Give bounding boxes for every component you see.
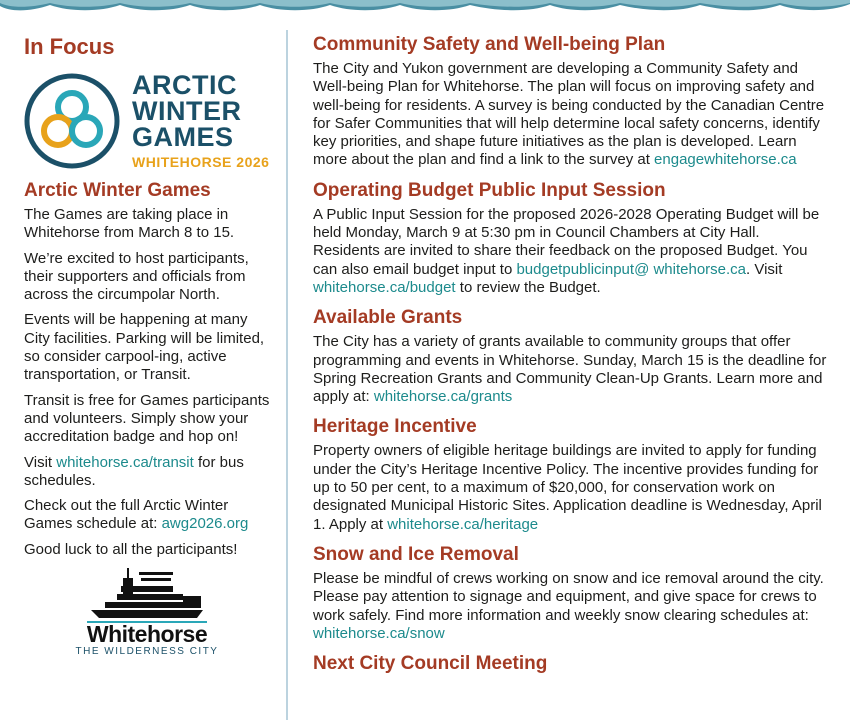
awg-paragraph-5	[24, 454, 270, 491]
awg-wordmark	[132, 72, 269, 170]
heritage-link[interactable]: whitehorse.ca/heritage	[387, 515, 539, 533]
awg-paragraph-1: The Games are taking place in Whitehorse from March 8 to 15.	[24, 206, 235, 242]
snow-removal-text	[313, 570, 828, 643]
safety-plan-body: The City and Yukon government are developing a Community Safety and Well-being Plan for Whitehorse. The plan will focus on improving safety and well-being for residents. A survey is being conducted by the Canadian Centre for Safer Communities that will help determine local safety concerns, identify key priorities, and shape future initiatives as the plan is developed. Learn more about the plan and find a link to the survey at	[313, 60, 825, 169]
section-available-grants	[313, 307, 828, 406]
budget-page-link[interactable]: whitehorse.ca/budget	[313, 278, 456, 296]
grants-link[interactable]: whitehorse.ca/grants	[373, 388, 513, 406]
section-safety-plan	[313, 34, 828, 170]
snow-removal-body: Please be mindful of crews working on snow and ice removal around the city. Please pay attention to signage and equipment, and give space for crews to work safely. Find more information and weekly snow clearing schedules at:	[313, 569, 824, 624]
operating-budget-title: Operating Budget Public Input Session	[313, 179, 666, 201]
heritage-incentive-body: Property owners of eligible heritage buildings are invited to apply for funding under the City’s Heritage Incentive Policy. The incentive provides funding for up to 50 per cent, to a maximum of $20,000, for conservation work on designated Municipal Historic Sites. Application deadline is Wednesday, April 1. Apply at	[313, 442, 822, 533]
safety-plan-text	[313, 60, 828, 170]
section-snow-removal	[313, 544, 828, 643]
engagewhitehorse-link[interactable]: engagewhitehorse.ca	[654, 151, 797, 169]
transit-link[interactable]: whitehorse.ca/transit	[56, 453, 194, 471]
sternwheeler-icon	[87, 566, 207, 624]
awg-p6-pre: Check out the full Arctic Winter Games schedule at:	[24, 497, 229, 533]
arctic-winter-games-title: Arctic Winter Games	[24, 180, 211, 201]
in-focus-column	[24, 34, 270, 658]
available-grants-text	[313, 333, 828, 406]
awg-line-1: ARCTIC	[132, 70, 237, 100]
whitehorse-wordmark: Whitehorse	[86, 621, 208, 648]
whitehorse-tagline: THE WILDERNESS CITY	[75, 646, 219, 658]
awg-year: 2026	[236, 154, 270, 170]
section-council-meeting	[313, 653, 828, 675]
awg-paragraph-3: Events will be happening at many City facilities. Parking will be limited, so consider carpool-ing, active transportation, or Transit.	[24, 311, 265, 384]
operating-budget-mid: . Visit	[746, 260, 783, 278]
available-grants-title: Available Grants	[313, 307, 463, 329]
snow-removal-title: Snow and Ice Removal	[313, 543, 519, 565]
awg-paragraph-4: Transit is free for Games participants and volunteers. Simply show your accreditation badge and hop on!	[24, 391, 270, 446]
awg-rings-icon	[24, 73, 120, 169]
operating-budget-text	[313, 206, 828, 297]
awg-paragraph-7: Good luck to all the participants!	[24, 540, 238, 558]
awg-line-2: WINTER	[132, 96, 242, 126]
safety-plan-title: Community Safety and Well-being Plan	[313, 34, 666, 55]
awg-paragraph-6	[24, 497, 270, 534]
awg-line-3: GAMES	[132, 122, 234, 152]
snow-link[interactable]: whitehorse.ca/snow	[313, 624, 445, 642]
operating-budget-body: A Public Input Session for the proposed 2026-2028 Operating Budget will be held Monday, March 9 at 5:30 pm in Council Chambers at City Hall. Residents are invited to share their feedback on the proposed Budget. You can also email budget input to	[313, 205, 820, 278]
awg-p5-pre: Visit	[24, 453, 57, 471]
section-heritage-incentive	[313, 416, 828, 533]
awg2026-link[interactable]: awg2026.org	[161, 515, 249, 533]
in-focus-heading: In Focus	[24, 34, 115, 59]
council-meeting-title: Next City Council Meeting	[313, 653, 548, 675]
available-grants-body: The City has a variety of grants available to community groups that offer programming and events in Whitehorse. Sunday, March 15 is the deadline for Spring Recreation Grants and Community Clean-Up Grants. Learn more and apply at:	[313, 333, 827, 406]
operating-budget-post: to review the Budget.	[455, 278, 601, 296]
arctic-winter-games-logo	[24, 68, 270, 174]
heritage-incentive-title: Heritage Incentive	[313, 416, 477, 438]
column-divider	[286, 30, 288, 720]
budget-email-link[interactable]: budgetpublicinput@ whitehorse.ca	[516, 260, 747, 278]
awg-paragraph-2: We’re excited to host participants, their supporters and officials from across the circumpolar North.	[24, 249, 249, 304]
awg-city: WHITEHORSE	[132, 154, 232, 170]
top-wave-banner	[0, 0, 850, 12]
news-column	[313, 34, 828, 685]
awg-p5-post: for bus schedules.	[24, 453, 244, 489]
whitehorse-city-logo	[24, 566, 270, 658]
heritage-incentive-text	[313, 442, 828, 533]
section-operating-budget	[313, 180, 828, 297]
awg-city-line	[132, 154, 269, 170]
